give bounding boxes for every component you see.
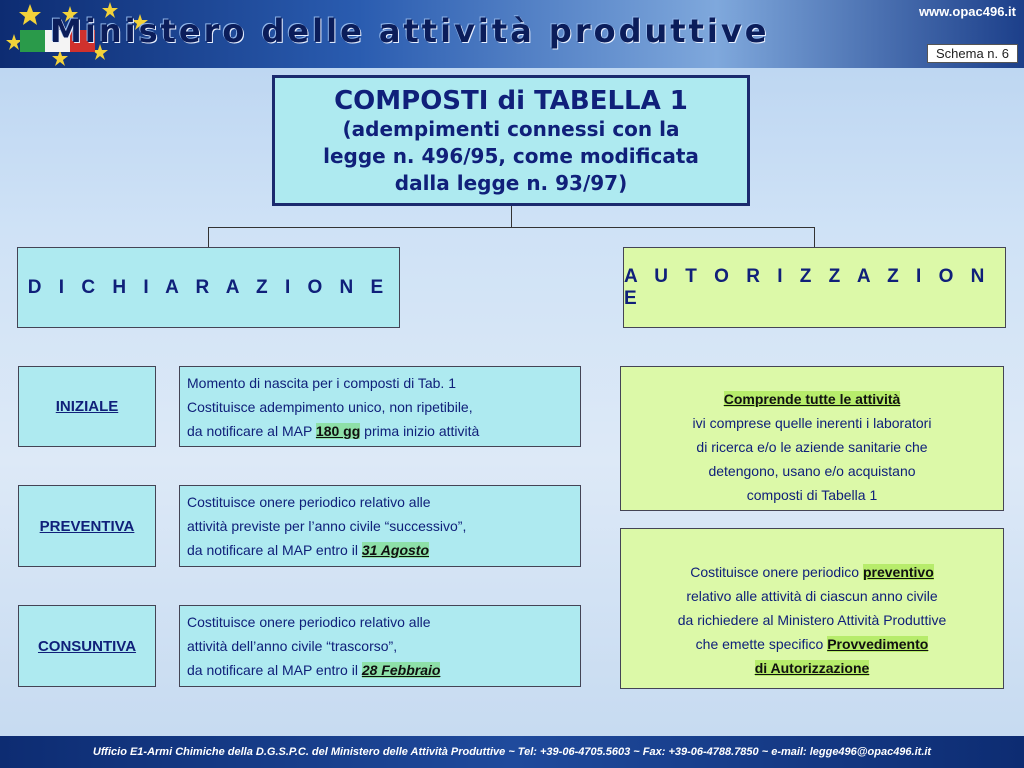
site-url[interactable]: www.opac496.it <box>918 4 1016 19</box>
desc-iniziale-l3-text: da notificare al MAP <box>187 423 313 439</box>
autorizzazione-procedure-box <box>620 528 1004 689</box>
connector-right <box>814 227 815 247</box>
footer-contact: Ufficio E1-Armi Chimiche della D.G.S.P.C. del Ministero delle Attività Produttive ~ Tel: +39-06-4705.5603 ~ Fax: +39-06-4788.7850 ~ e-mail: legge496@opac496.it.it <box>92 746 932 758</box>
top-line-3: legge n. 496/95, come modificata <box>323 144 699 168</box>
deadline-180gg: 180 gg <box>315 423 361 439</box>
autorizzazione-box <box>623 247 1006 328</box>
desc-preventiva-l2: attività previste per l’anno civile “successivo”, <box>187 518 467 534</box>
connector-horizontal <box>208 227 815 228</box>
aut2-preventivo: preventivo <box>862 564 934 580</box>
aut1-heading-text: Comprende tutte le attività <box>723 391 901 407</box>
desc-preventiva-l3 <box>187 538 573 562</box>
desc-preventiva-l3-text: da notificare al MAP entro il <box>187 542 358 558</box>
footer-bar <box>0 736 1024 768</box>
aut2-l3: da richiedere al Ministero Attività Produttive <box>677 612 947 628</box>
desc-iniziale-l1: Momento di nascita per i composti di Tab. 1 <box>187 375 456 391</box>
top-line-4: dalla legge n. 93/97) <box>394 171 628 195</box>
desc-iniziale-l3 <box>187 419 573 443</box>
desc-consuntiva-l3 <box>187 658 573 682</box>
aut2-l1 <box>621 560 1003 584</box>
label-iniziale: INIZIALE <box>18 366 156 447</box>
desc-consuntiva-l1: Costituisce onere periodico relativo alle <box>187 614 431 630</box>
deadline-28-febbraio: 28 Febbraio <box>361 662 441 678</box>
aut2-l1-text: Costituisce onere periodico <box>690 564 860 580</box>
top-title: COMPOSTI di TABELLA 1 <box>334 86 688 116</box>
aut1-heading <box>621 387 1003 411</box>
top-line-2: (adempimenti connessi con la <box>342 117 680 141</box>
aut1-l4: detengono, usano e/o acquistano <box>708 463 916 479</box>
aut2-l2: relativo alle attività di ciascun anno civile <box>686 588 938 604</box>
autorizzazione-label: A U T O R I Z Z A Z I O N E <box>624 265 991 309</box>
aut2-autorizzazione: di Autorizzazione <box>754 660 870 676</box>
aut1-l5: composti di Tabella 1 <box>746 487 878 503</box>
aut2-provvedimento: Provvedimento <box>827 636 929 652</box>
ministry-title: Ministero delle attività produttive <box>50 12 770 50</box>
autorizzazione-scope-box <box>620 366 1004 511</box>
aut1-l2: ivi comprese quelle inerenti i laboratori <box>692 415 932 431</box>
schema-number: Schema n. 6 <box>927 44 1018 63</box>
label-consuntiva: CONSUNTIVA <box>18 605 156 687</box>
desc-iniziale-l3-tail: prima inizio attività <box>364 423 480 439</box>
connector-vertical <box>511 206 512 227</box>
dichiarazione-label: D I C H I A R A Z I O N E <box>27 276 390 298</box>
connector-left <box>208 227 209 247</box>
header-banner <box>0 0 1024 68</box>
aut2-l4-text: che emette specifico <box>695 636 824 652</box>
top-title-box <box>272 75 750 206</box>
aut2-l5 <box>621 656 1003 680</box>
desc-consuntiva <box>179 605 581 687</box>
aut1-l3: di ricerca e/o le aziende sanitarie che <box>696 439 928 455</box>
desc-iniziale <box>179 366 581 447</box>
label-preventiva: PREVENTIVA <box>18 485 156 567</box>
desc-preventiva <box>179 485 581 567</box>
desc-preventiva-l1: Costituisce onere periodico relativo alle <box>187 494 431 510</box>
desc-consuntiva-l3-text: da notificare al MAP entro il <box>187 662 358 678</box>
aut2-l4 <box>621 632 1003 656</box>
desc-iniziale-l2: Costituisce adempimento unico, non ripetibile, <box>187 399 473 415</box>
dichiarazione-box <box>17 247 400 328</box>
desc-consuntiva-l2: attività dell’anno civile “trascorso”, <box>187 638 398 654</box>
deadline-31-agosto: 31 Agosto <box>361 542 429 558</box>
